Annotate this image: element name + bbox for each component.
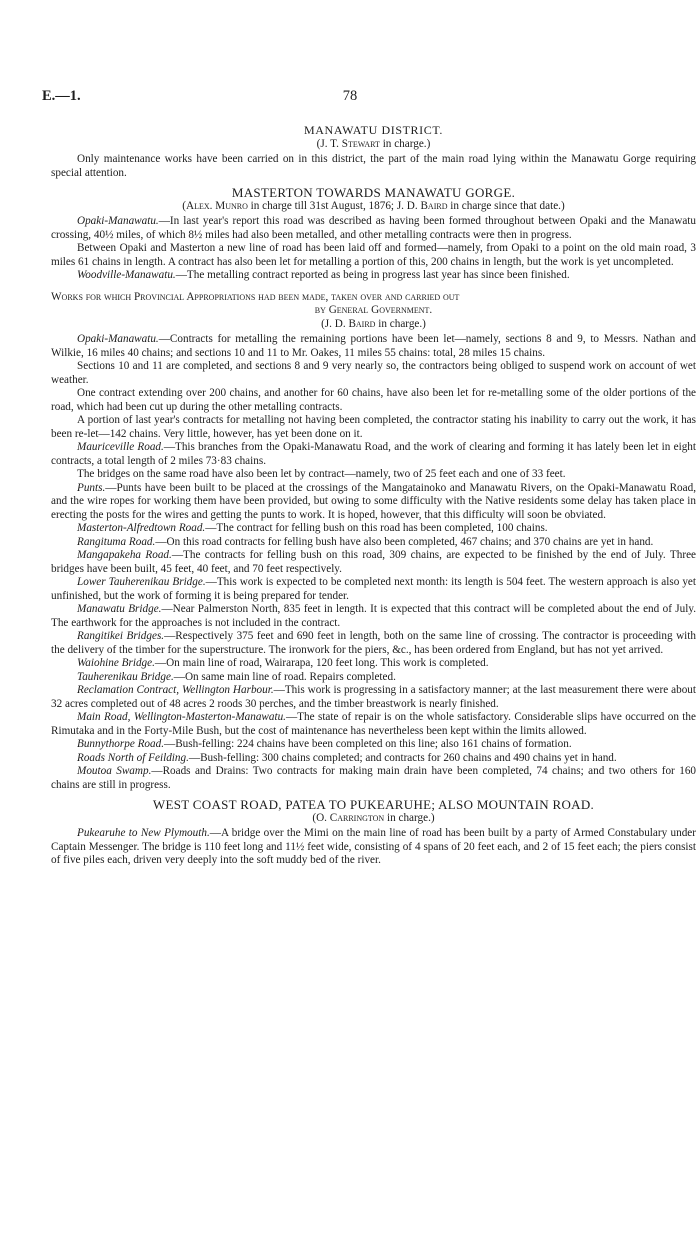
paragraph: Only maintenance works have been carried on in this district, the part of the main road lying within the Manawatu Gorge requiring special attention. [51,153,696,179]
section-charge-masterton: (Alex. Munro in charge till 31st August, 1876; J. D. Baird in charge since that date.) [182,199,565,212]
section-charge-provincial-works: (J. D. Baird in charge.) [321,317,426,330]
paragraph: Mangapakeha Road.—The contracts for felling bush on this road, 309 chains, are expected to be finished by the end of July. Three bridges have been built, 45 feet, 40 feet, and 70 feet respectively. [51,549,697,575]
paragraph: Moutoa Swamp.—Roads and Drains: Two contracts for making main drain have been completed, 74 chains; and two others for 160 chains are still in progress. [51,765,697,791]
paragraph: Sections 10 and 11 are completed, and sections 8 and 9 very nearly so, the contractors being obliged to suspend work on account of wet weather. [51,360,696,386]
paragraph: The bridges on the same road have also been let by contract—namely, two of 25 feet each and one of 33 feet. [77,468,566,480]
section-charge-west-coast: (O. Carrington in charge.) [312,811,435,824]
paragraph: Manawatu Bridge.—Near Palmerston North, 835 feet in length. It is expected that this contract will be completed about the end of July. The earthwork for the approaches is not included in the contract. [51,603,696,629]
paragraph: Main Road, Wellington-Masterton-Manawatu.—The state of repair is on the whole satisfactory. Considerable slips have occurred on the Rimutaka and in the Forty-Mile Bush, but the cost of maintenance has nevertheless been kept within the limits allowed. [51,711,696,737]
paragraph: Rangituma Road.—On this road contracts for felling bush have also been completed, 467 chains; and 370 chains are yet in hand. [77,535,654,548]
section-title-provincial-works: Works for which Provincial Appropriations had been made, taken over and carried out [51,290,460,303]
section-charge-manawatu: (J. T. Stewart in charge.) [316,137,431,150]
paragraph: Opaki-Manawatu.—In last year's report this road was described as having been formed throughout between Opaki and the Manawatu crossing, 40½ miles, of which 8½ miles had also been metalled, and other metalling contracts were then in progress. [51,215,696,241]
paragraph: One contract extending over 200 chains, and another for 60 chains, have also been let for re-metalling some of the older portions of the road, which had been cut up during the other metalling contracts. [51,387,696,413]
paragraph: Rangitikei Bridges.—Respectively 375 feet and 690 feet in length, both on the same line of crossing. The contractor is proceeding with the delivery of the timber for the superstructure. The ironwork for the piers, &c., has been ordered from England, but has not yet arrived. [51,630,696,656]
paragraph: Bunnythorpe Road.—Bush-felling: 224 chains have been completed on this line; also 161 chains of formation. [77,738,572,750]
paragraph: A portion of last year's contracts for metalling not having been completed, the contractor stating his inability to carry out the work, it has been re-let—142 chains. Very little, however, has yet been done on it. [51,414,696,440]
paragraph: Mauriceville Road.—This branches from the Opaki-Manawatu Road, and the work of clearing and forming it has lately been let in eight contracts, a total length of 2 miles 73·83 chains. [51,441,696,467]
page-number: 78 [342,88,358,104]
paragraph: Between Opaki and Masterton a new line of road has been laid off and formed—namely, from Opaki to a point on the old main road, 3 miles 61 chains in length. A contract has also been let for metalling a portion of this, 200 chains in length, but the work is yet uncompleted. [51,242,696,268]
paragraph: Roads North of Feilding.—Bush-felling: 300 chains completed; and contracts for 260 chains and 490 chains yet in hand. [77,751,617,764]
paragraph: Waiohine Bridge.—On main line of road, Wairarapa, 120 feet long. This work is completed. [77,657,489,669]
paragraph: Opaki-Manawatu.—Contracts for metalling the remaining portions have been let—namely, sections 8 and 9, to Messrs. Nathan and Wilkie, 16 miles 40 chains; and sections 10 and 11 to Mr. Oakes, 11 miles 55 chains: total, 28 miles 15 chains. [51,333,696,359]
document-code: E.—1. [42,88,81,104]
paragraph: Tauherenikau Bridge.—On same main line of road. Repairs completed. [77,670,396,683]
section-title-west-coast: WEST COAST ROAD, PATEA TO PUKEARUHE; ALSO MOUNTAIN ROAD. [152,797,595,812]
paragraph: Punts.—Punts have been built to be placed at the crossings of the Mangatainoko and Manawatu Rivers, on the Opaki-Manawatu Road, and the wire ropes for working them have been provided, but owing to some difficulty with the Native residents some delay has taken place in erecting the posts for the wires and getting the punts to work. It is hoped, however, that this difficulty will soon be obviated. [51,481,696,521]
page-header [42,90,658,106]
section-title-manawatu: MANAWATU DISTRICT. [304,123,443,137]
section-title-provincial-works-line2: by General Government. [314,304,433,316]
document-body [51,124,696,868]
paragraph: Reclamation Contract, Wellington Harbour.—This work is progressing in a satisfactory manner; at the last measurement there were about 32 acres completed out of 48 acres 2 roods 30 perches, and the timber breastwork is nearly finished. [51,684,696,710]
paragraph: Masterton-Alfredtown Road.—The contract for felling bush on this road has been completed, 100 chains. [77,522,548,534]
paragraph: Woodville-Manawatu.—The metalling contract reported as being in progress last year has since been finished. [77,269,570,281]
paragraph: Lower Tauherenikau Bridge.—This work is expected to be completed next month: its length is 504 feet. The western approach is also yet unfinished, but the work of forming it is being prepared for tender. [51,576,697,602]
section-title-masterton: MASTERTON TOWARDS MANAWATU GORGE. [231,185,516,200]
paragraph: Pukearuhe to New Plymouth.—A bridge over the Mimi on the main line of road has been built by a party of Armed Constabulary under Captain Messenger. The bridge is 110 feet long and 11½ feet wide, consisting of 4 spans of 20 feet each, and 2 of 15 feet each; the piers consist of five piles each, driven very deeply into the soft muddy bed of the river. [51,827,696,866]
